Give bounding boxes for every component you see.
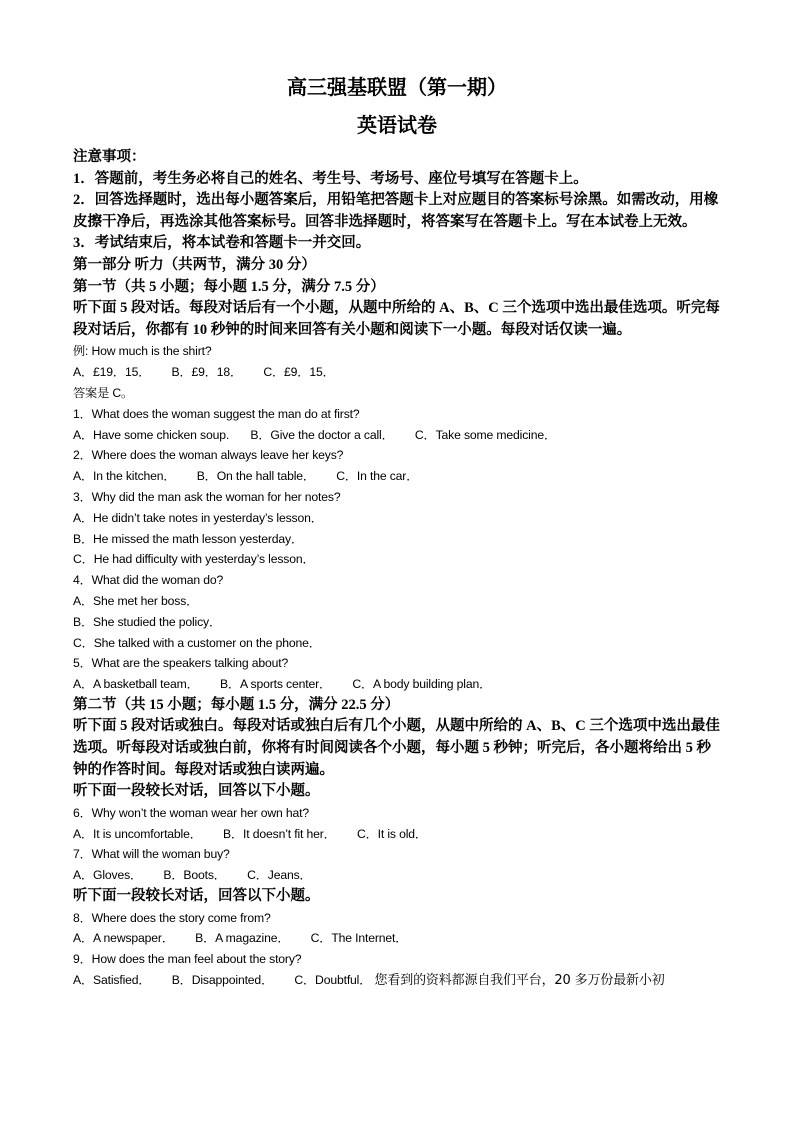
option-b: B．Disappointed． <box>171 973 274 988</box>
exam-page <box>73 74 721 992</box>
question-9-options <box>73 970 721 992</box>
notes-heading: 注意事项： <box>73 149 146 165</box>
question-2: 2．Where does the woman always leave her keys? <box>73 448 344 463</box>
question-7-options <box>73 865 721 886</box>
option-b: B．On the hall table． <box>196 469 315 484</box>
part1-heading: 第一部分 听力（共两节，满分 30 分） <box>73 256 316 273</box>
option-b: B．Give the doctor a call． <box>250 427 394 442</box>
question-4-option-b: B．She studied the policy． <box>73 614 221 629</box>
dialog-intro: 听下面一段较长对话，回答以下小题。 <box>73 783 320 800</box>
question-6: 6．Why won’t the woman wear her own hat? <box>73 805 309 820</box>
question-3-option-b: B．He missed the math lesson yesterday． <box>73 531 304 546</box>
question-1: 1．What does the woman suggest the man do at first? <box>73 406 360 421</box>
option-c: C．The Internet． <box>310 931 408 946</box>
option-b: B．Boots． <box>163 868 226 883</box>
example-question: 例: How much is the shirt? <box>73 344 212 359</box>
option-a: A．In the kitchen． <box>73 469 176 484</box>
option-c: C．In the car． <box>336 469 419 484</box>
section1-heading: 第一节（共 5 小题；每小题 1.5 分，满分 7.5 分） <box>73 278 385 295</box>
option-a: A．£19．15． <box>73 365 151 380</box>
dialog-intro: 听下面一段较长对话，回答以下小题。 <box>73 888 320 905</box>
question-2-options <box>73 466 721 487</box>
note-item-1: 1．答题前，考生务必将自己的姓名、考生号、考场号、座位号填写在答题卡上。 <box>73 170 588 187</box>
section2-instructions: 听下面 5 段对话或独白。每段对话或独白后有几个小题，从题中所给的 A、B、C 三个选项中选出最佳选项。听每段对话或独白前，你将有时间阅读各个小题，每小题 5 秒钟；听完后，各小题将给出 5 秒钟的作答时间。每段对话或独白读两遍。 <box>73 718 720 778</box>
option-b: B．A sports center． <box>219 677 332 692</box>
option-a: A．A newspaper． <box>73 931 174 946</box>
question-5-options <box>73 674 721 695</box>
exam-title: 高三强基联盟（第一期） <box>287 77 507 99</box>
section1-instructions: 听下面 5 段对话。每段对话后有一个小题，从题中所给的 A、B、C 三个选项中选出最佳选项。听完每段对话后，你都有 10 秒钟的时间来回答有关小题和阅读下一小题。每段对话仅读一遍。 <box>73 300 720 338</box>
option-a: A．It is uncomfortable． <box>73 826 202 841</box>
promo-text: 您看到的资料都源自我们平台，20 多万份最新小初 <box>374 973 665 989</box>
question-4: 4．What did the woman do? <box>73 573 224 588</box>
exam-subtitle: 英语试卷 <box>357 115 437 137</box>
question-8: 8．Where does the story come from? <box>73 910 271 925</box>
question-5: 5．What are the speakers talking about? <box>73 656 289 671</box>
option-c: C．Jeans． <box>247 868 312 883</box>
option-a: A．Satisfied． <box>73 973 151 988</box>
note-item-2: 2．回答选择题时，选出每小题答案后，用铅笔把答题卡上对应题目的答案标号涂黑。如需改动，用橡皮擦干净后，再选涂其他答案标号。回答非选择题时，将答案写在答题卡上。写在本试卷上无效。 <box>73 192 719 230</box>
option-c: C．£9．15． <box>263 365 335 380</box>
option-a: A．Have some chicken soup. <box>73 427 230 442</box>
question-3-option-c: C．He had difficulty with yesterday’s lesson． <box>73 552 315 567</box>
option-a: A．A basketball team． <box>73 677 199 692</box>
question-6-options <box>73 824 721 845</box>
question-4-option-a: A．She met her boss． <box>73 593 199 608</box>
question-9: 9．How does the man feel about the story? <box>73 952 302 967</box>
option-b: B．It doesn’t fit her． <box>223 826 336 841</box>
example-answer: 答案是 C。 <box>73 385 134 400</box>
question-4-option-c: C．She talked with a customer on the phone． <box>73 635 321 650</box>
question-3-option-a: A．He didn’t take notes in yesterday’s lesson． <box>73 510 323 525</box>
question-1-options <box>73 425 721 446</box>
question-8-options <box>73 928 721 949</box>
option-c: C．It is old． <box>356 826 427 841</box>
option-c: C．Doubtful． <box>294 973 372 988</box>
note-item-3: 3．考试结束后，将本试卷和答题卡一并交回。 <box>73 235 371 252</box>
option-b: B．£9．18． <box>171 365 243 380</box>
option-b: B．A magazine． <box>195 931 290 946</box>
example-options <box>73 362 721 383</box>
question-7: 7．What will the woman buy? <box>73 847 230 862</box>
question-3: 3．Why did the man ask the woman for her notes? <box>73 489 341 504</box>
option-c: C．A body building plan． <box>352 677 492 692</box>
option-a: A．Gloves． <box>73 868 143 883</box>
section2-heading: 第二节（共 15 小题；每小题 1.5 分，满分 22.5 分） <box>73 696 400 713</box>
option-c: C．Take some medicine． <box>414 427 556 442</box>
